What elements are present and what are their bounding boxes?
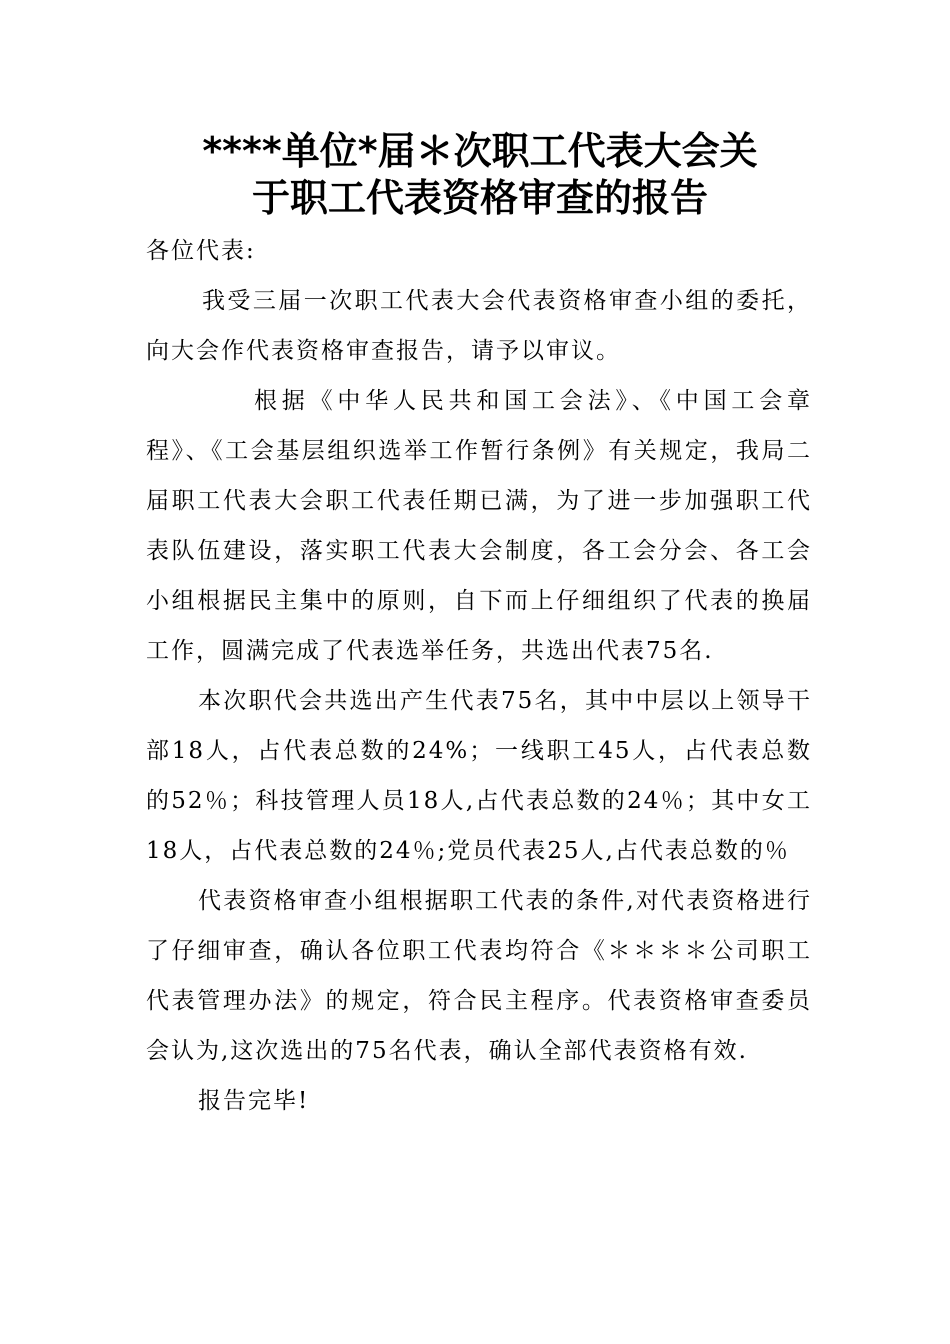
paragraph-election: 根据《中华人民共和国工会法》、《中国工会章程》、《工会基层组织选举工作暂行条例》有关规定，我局二届职工代表大会职工代表任期已满，为了进一步加强职工代表队伍建设，落实职工代表大会制度，各工会分会、各工会小组根据民主集中的原则，自下而上仔细组织了代表的换届工作，圆满完成了代表选举任务，共选出代表75名. xyxy=(146,388,812,664)
title-line-1: ****单位*届＊次职工代表大会关 xyxy=(202,129,758,173)
title-line-2: 于职工代表资格审查的报告 xyxy=(251,176,708,220)
paragraph-commission: 我受三届一次职工代表大会代表资格审查小组的委托，向大会作代表资格审查报告，请予以审议。 xyxy=(146,288,812,364)
closing-line: 报告完毕! xyxy=(198,1088,310,1114)
paragraph-composition: 本次职代会共选出产生代表75名，其中中层以上领导干部18人，占代表总数的24%；一线职工45人，占代表总数的52％；科技管理人员18人,占代表总数的24％；其中女工18人，占代表总数的24％;党员代表25人,占代表总数的％ xyxy=(146,688,812,864)
paragraph-review: 代表资格审查小组根据职工代表的条件,对代表资格进行了仔细审查，确认各位职工代表均符合《＊＊＊＊公司职工代表管理办法》的规定，符合民主程序。代表资格审查委员会认为,这次选出的75名代表，确认全部代表资格有效. xyxy=(146,888,812,1064)
salutation: 各位代表: xyxy=(146,238,256,264)
document-title xyxy=(100,128,860,222)
document-body xyxy=(146,226,812,1126)
